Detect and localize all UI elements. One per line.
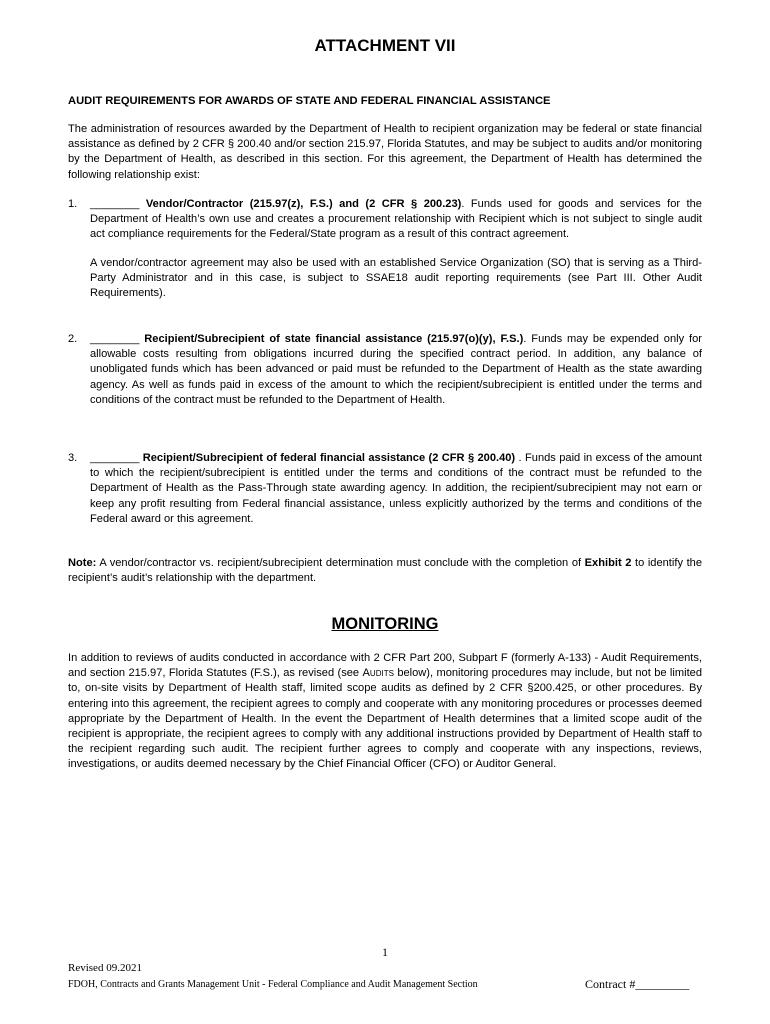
checkbox-blank: ________ [90, 198, 140, 210]
item-text: . Funds used for goods and services for the Department of Health’s own use and creates a procurement relationship with Recipient which is not subject to single audit act compliance requirements for the Federal/State program as a result of this contract agreement. [90, 198, 702, 241]
item-text: . Funds may be expended only for allowable costs resulting from obligations incurred during the specified contract period. In addition, any balance of unobligated funds which has been advanced or paid must be refunded to the Department of Health as the state awarding agency. As well as funds paid in excess of the amount to which the recipient/subrecipient is entitled under the terms and conditions of the contract must be refunded to the Department of Health. [90, 333, 702, 406]
item-number: 2. [68, 333, 78, 345]
audits-reference: Audits [362, 667, 394, 680]
section-subtitle: AUDIT REQUIREMENTS FOR AWARDS OF STATE AND FEDERAL FINANCIAL ASSISTANCE [68, 95, 551, 107]
item-number: 1. [68, 198, 78, 210]
note-text: A vendor/contractor vs. recipient/subrecipient determination must conclude with the completion of [96, 557, 585, 569]
item-text: . Funds paid in excess of the amount to which the recipient/subrecipient is entitled under the terms and conditions of the contract must be refunded to the Department of Health as the Pass-Through state awarding agency. In addition, the recipient/subrecipient may not earn or keep any profit resulting from Federal financial assistance, unless explicitly authorized by the terms and conditions of the Federal award or this agreement. [90, 452, 702, 525]
note-text-end: to identify the recipient’s audit’s relationship with the department. [68, 557, 702, 585]
note-label: Note: [68, 557, 97, 569]
intro-paragraph: The administration of resources awarded by the Department of Health to recipient organization may be federal or state financial assistance as defined by 2 CFR § 200.40 and/or section 215.97, Florida Statutes, and may be subject to audits and/or monitoring by the Department of Health, as described in this section. For this agreement, the Department of Health has determined the following relationship exist: [68, 123, 702, 181]
monitoring-text: In addition to reviews of audits conducted in accordance with 2 CFR Part 200, Subpart F (formerly A-133) - Audit Requirements, and section 215.97, Florida Statutes (F.S.), as revised (see [68, 652, 702, 680]
monitoring-paragraph [68, 651, 702, 773]
vendor-extra-paragraph: A vendor/contractor agreement may also be used with an established Service Organization (SO) that is serving as a Third-Party Administrator and in this case, is subject to SSAE18 audit reporting requirements (see Part III. Other Audit Requirements). [90, 257, 702, 300]
contract-number: Contract #_________ [585, 977, 690, 991]
monitoring-heading: MONITORING [331, 615, 439, 633]
page-title: ATTACHMENT VII [314, 36, 456, 55]
checkbox-blank: ________ [90, 333, 140, 345]
note-exhibit: Exhibit 2 [584, 557, 632, 569]
item-heading: Recipient/Subrecipient of federal financial assistance (2 CFR § 200.40) [142, 452, 516, 464]
monitoring-text-end: below), monitoring procedures may include, but not be limited to, on-site visits by Department of Health staff, limited scope audits as defined by 2 CFR §200.425, or other procedures. By entering into this agreement, the recipient agrees to comply and cooperate with any monitoring procedures or processes deemed appropriate by the Department of Health. In the event the Department of Health determines that a limited scope audit of the recipient is appropriate, the recipient agrees to comply with any additional instructions provided by Department of Health staff to the recipient regarding such audit. The recipient further agrees to comply and cooperate with any inspections, reviews, investigations, or audits deemed necessary by the Chief Financial Officer (CFO) or Auditor General. [68, 667, 702, 771]
revised-date: Revised 09.2021 [68, 962, 142, 974]
footer-unit: FDOH, Contracts and Grants Management Unit - Federal Compliance and Audit Management Section [68, 979, 478, 990]
list-item-vendor [90, 197, 702, 243]
list-item-state-recipient [90, 332, 702, 408]
note-paragraph [68, 556, 702, 586]
checkbox-blank: ________ [90, 452, 140, 464]
item-heading: Recipient/Subrecipient of state financial assistance (215.97(o)(y), F.S.) [144, 333, 524, 345]
list-item-federal-recipient [90, 451, 702, 527]
item-number: 3. [68, 452, 78, 464]
page-number: 1 [382, 945, 388, 959]
item-heading: Vendor/Contractor (215.97(z), F.S.) and (2 CFR § 200.23) [145, 198, 462, 210]
